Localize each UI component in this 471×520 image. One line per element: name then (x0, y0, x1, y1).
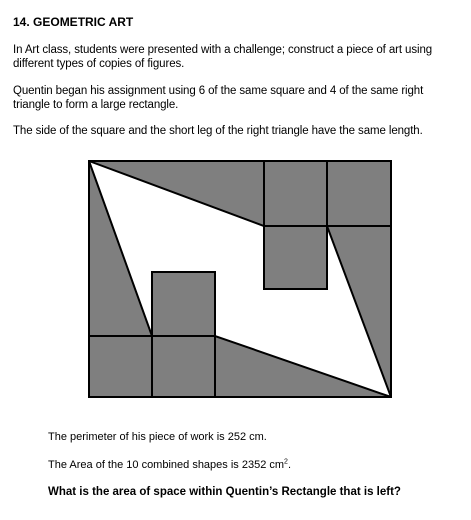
area-superscript: 2 (284, 458, 288, 466)
square-lower-middle (152, 272, 215, 336)
question-prompt: What is the area of space within Quentin’s Rectangle that is left? (48, 486, 401, 498)
area-statement (48, 459, 291, 471)
perimeter-statement: The perimeter of his piece of work is 252 cm. (48, 431, 267, 443)
square-upper-middle (264, 226, 327, 289)
area-statement-text: The Area of the 10 combined shapes is 2352 cm (48, 459, 285, 471)
intro-paragraph: In Art class, students were presented with a challenge; construct a piece of art using different types of copies of figures. (13, 44, 433, 70)
assignment-paragraph: Quentin began his assignment using 6 of the same square and 4 of the same right triangle to form a large rectangle. (13, 85, 424, 111)
square-bottom-middle (152, 336, 215, 397)
side-length-paragraph: The side of the square and the short leg of the right triangle have the same length. (13, 125, 423, 137)
square-bottom-left (89, 336, 152, 397)
square-top-right (327, 161, 391, 226)
area-statement-period: . (287, 459, 292, 471)
square-top-left (264, 161, 327, 226)
problem-title: 14. GEOMETRIC ART (13, 15, 134, 29)
